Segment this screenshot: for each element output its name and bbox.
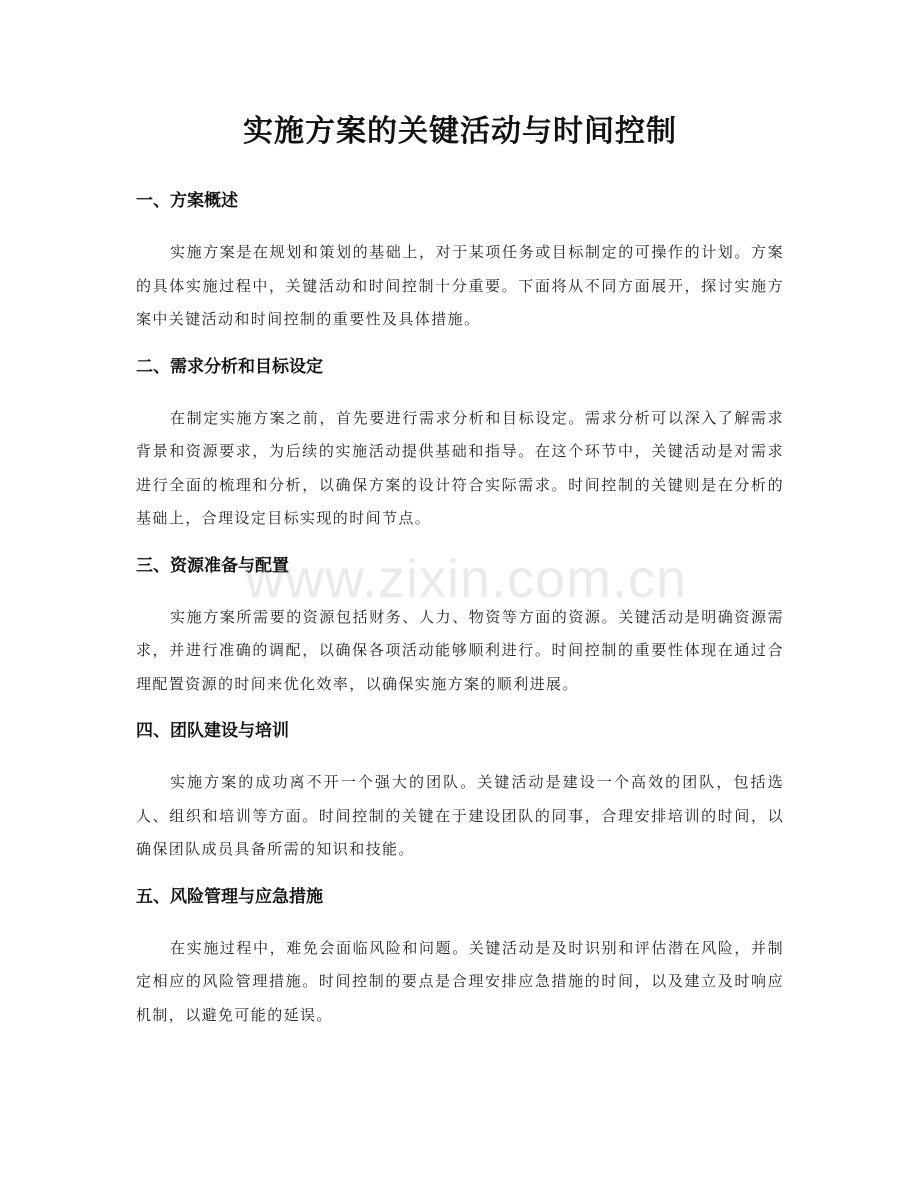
- section-body: 实施方案所需要的资源包括财务、人力、物资等方面的资源。关键活动是明确资源需求，并进行准确的调配，以确保各项活动能够顺利进行。时间控制的重要性体现在通过合理配置资源的时间来优化效率，以确保实施方案的顺利进展。: [136, 607, 784, 693]
- document-title: 实施方案的关键活动与时间控制: [243, 114, 677, 149]
- section-resources: [136, 549, 784, 702]
- section-overview: [136, 184, 784, 337]
- section-heading: 五、风险管理与应急措施: [136, 886, 323, 907]
- section-risk: [136, 880, 784, 1033]
- section-heading: 二、需求分析和目标设定: [136, 356, 323, 377]
- section-requirements: [136, 350, 784, 536]
- section-heading: 一、方案概述: [136, 191, 238, 211]
- section-body: 在实施过程中，难免会面临风险和问题。关键活动是及时识别和评估潜在风险，并制定相应的风险管理措施。时间控制的要点是合理安排应急措施的时间，以及建立及时响应机制，以避免可能的延误。: [136, 938, 784, 1024]
- section-heading: 四、团队建设与培训: [136, 721, 289, 741]
- section-body: 在制定实施方案之前，首先要进行需求分析和目标设定。需求分析可以深入了解需求背景和资源要求，为后续的实施活动提供基础和指导。在这个环节中，关键活动是对需求进行全面的梳理和分析，以确保方案的设计符合实际需求。时间控制的关键则是在分析的基础上，合理设定目标实现的时间节点。: [136, 408, 784, 527]
- section-team: [136, 714, 784, 867]
- section-body: 实施方案是在规划和策划的基础上，对于某项任务或目标制定的可操作的计划。方案的具体实施过程中，关键活动和时间控制十分重要。下面将从不同方面展开，探讨实施方案中关键活动和时间控制的重要性及具体措施。: [136, 243, 784, 328]
- section-body: 实施方案的成功离不开一个强大的团队。关键活动是建设一个高效的团队，包括选人、组织和培训等方面。时间控制的关键在于建设团队的同事，合理安排培训的时间，以确保团队成员具备所需的知识和技能。: [136, 773, 784, 858]
- section-heading: 三、资源准备与配置: [136, 555, 289, 576]
- watermark: www.zixin.com.cn: [244, 549, 688, 609]
- document-content: [136, 184, 784, 1045]
